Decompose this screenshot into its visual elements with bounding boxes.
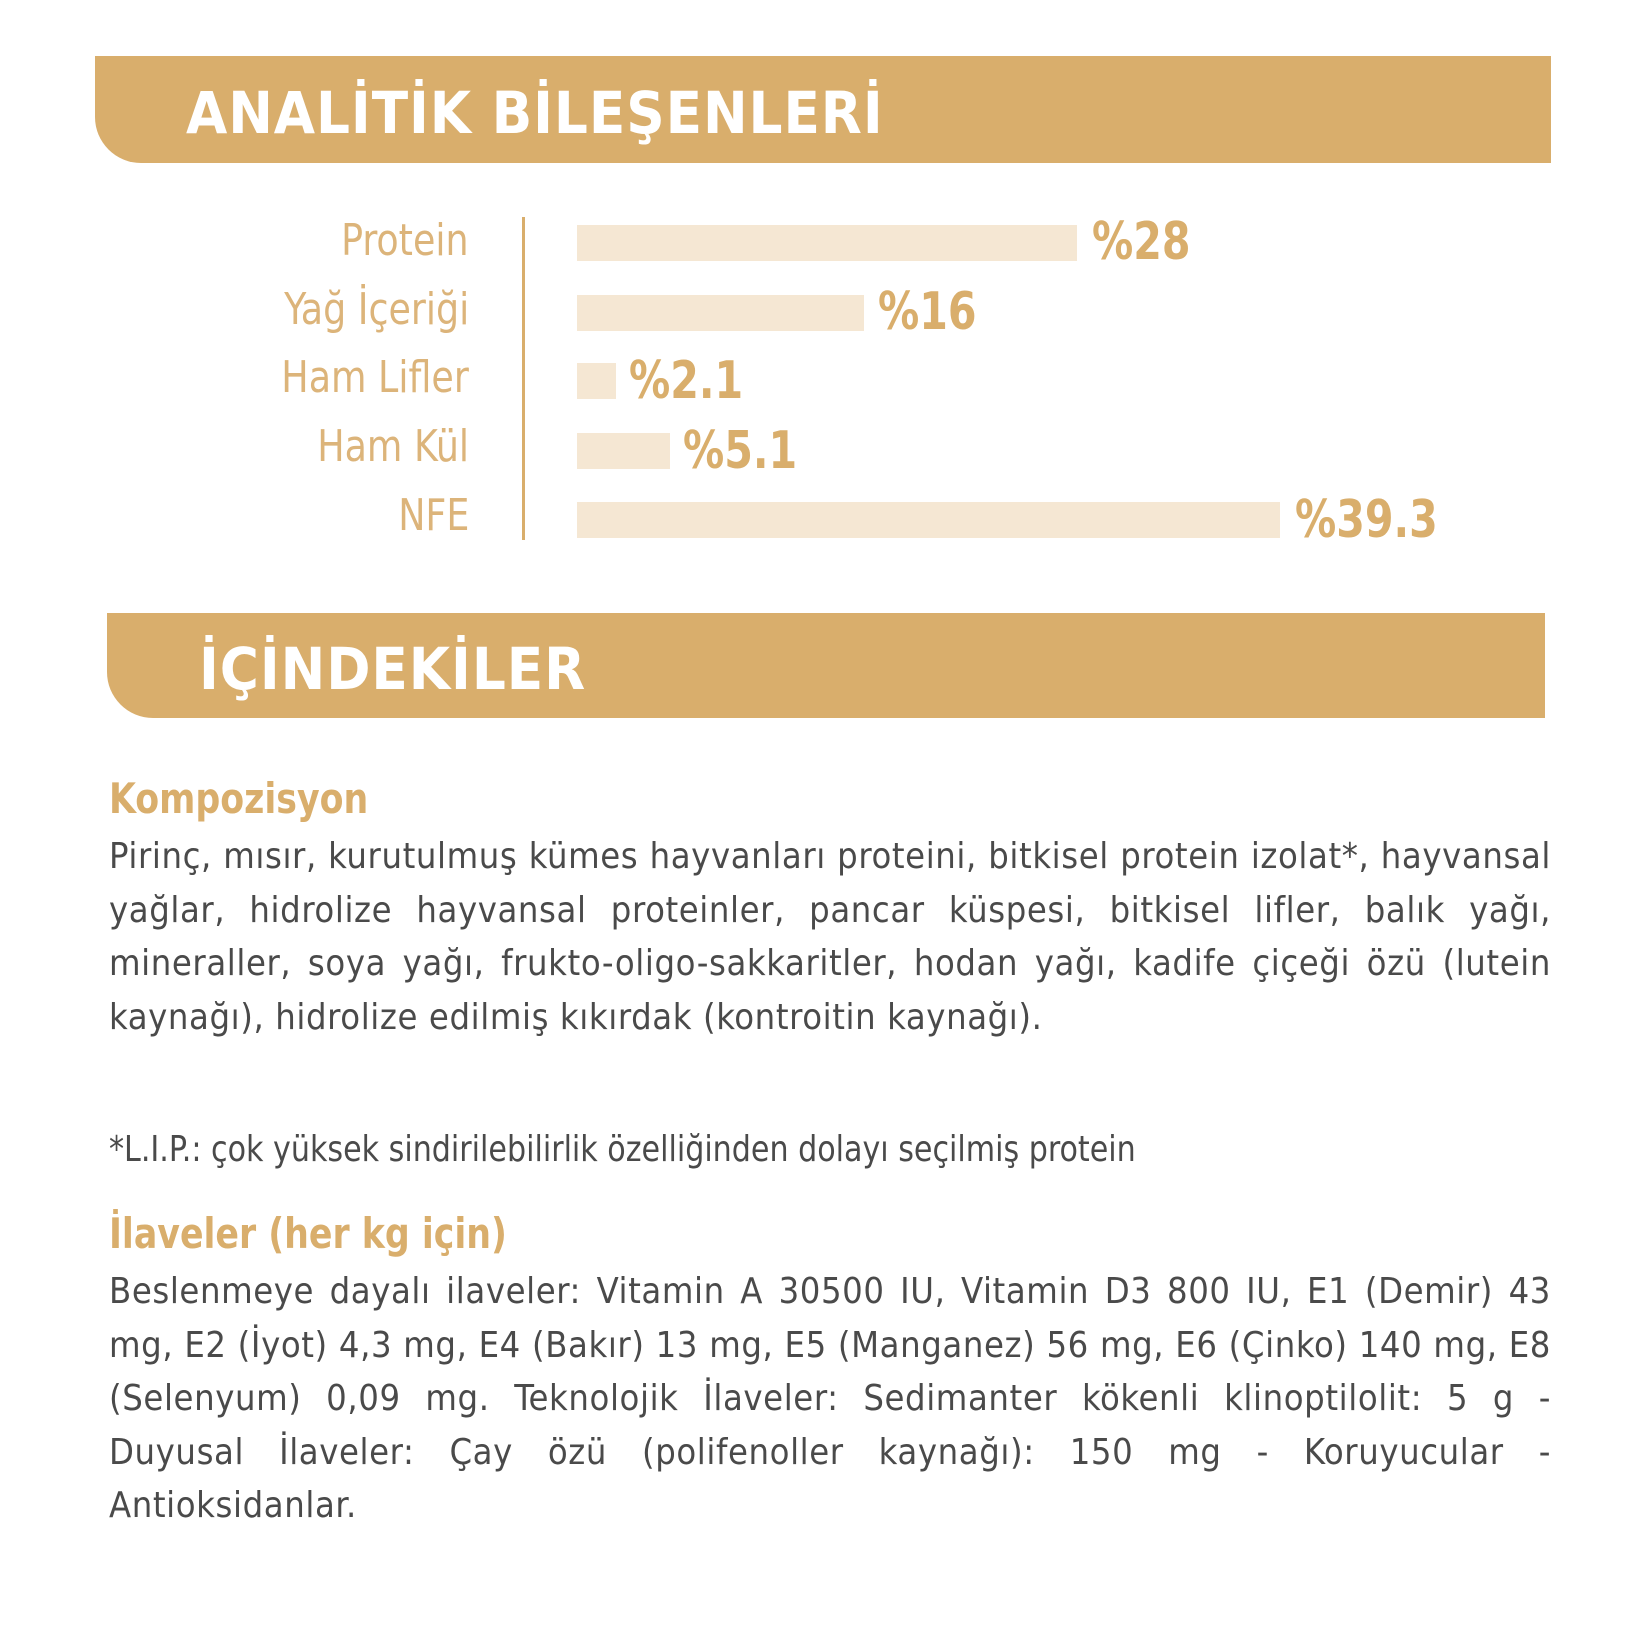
bar-value-ash: %5.1 (683, 421, 798, 481)
bar-value-protein: %28 (1092, 212, 1191, 272)
analytics-bar-chart (0, 0, 1650, 560)
composition-footnote: *L.I.P.: çok yüksek sindirilebilirlik özelliğinden dolayı seçilmiş protein (109, 1129, 1136, 1170)
bar-value-fat: %16 (878, 282, 977, 342)
bar-fat (577, 295, 864, 331)
bar-value-nfe: %39.3 (1295, 490, 1438, 550)
composition-heading: Kompozisyon (109, 774, 369, 823)
analytics-title: ANALİTİK BİLEŞENLERİ (186, 79, 884, 147)
additives-text: Beslenmeye dayalı ilaveler: Vitamin A 30500 IU, Vitamin D3 800 IU, E1 (Demir) 43 mg, E2 (İyot) 4,3 mg, E4 (Bakır) 13 mg, E5 (Manganez) 56 mg, E6 (Çinko) 140 mg, E8 (Selenyum) 0,09 mg. Teknolojik İlaveler: Sedimanter kökenli klinoptilolit: 5 g - Duyusal İlaveler: Çay özü (polifenoller kaynağı): 150 mg - Koruyucular - Antioksidanlar. (109, 1271, 1551, 1526)
row-label-fat: Yağ İçeriği (283, 284, 469, 335)
bar-protein (577, 225, 1077, 261)
row-label-nfe: NFE (397, 490, 469, 541)
ingredients-header-band (107, 613, 1545, 718)
chart-divider (522, 217, 525, 540)
row-label-ash: Ham Kül (317, 421, 469, 472)
row-label-protein: Protein (341, 215, 469, 266)
bar-ash (577, 433, 670, 469)
bar-nfe (577, 502, 1280, 538)
additives-heading: İlaveler (her kg için) (109, 1209, 507, 1258)
composition-text: Pirinç, mısır, kurutulmuş kümes hayvanları proteini, bitkisel protein izolat*, hayvansal yağlar, hidrolize hayvansal proteinler, pancar küspesi, bitkisel lifler, balık yağı, mineraller, soya yağı, frukto-oligo-sakkaritler, hodan yağı, kadife çiçeği özü (lutein kaynağı), hidrolize edilmiş kıkırdak (kontroitin kaynağı). (109, 836, 1551, 1038)
bar-value-fiber: %2.1 (629, 351, 744, 411)
ingredients-title: İÇİNDEKİLER (199, 635, 587, 703)
bar-fiber (577, 363, 616, 399)
row-label-fiber: Ham Lifler (281, 352, 469, 403)
